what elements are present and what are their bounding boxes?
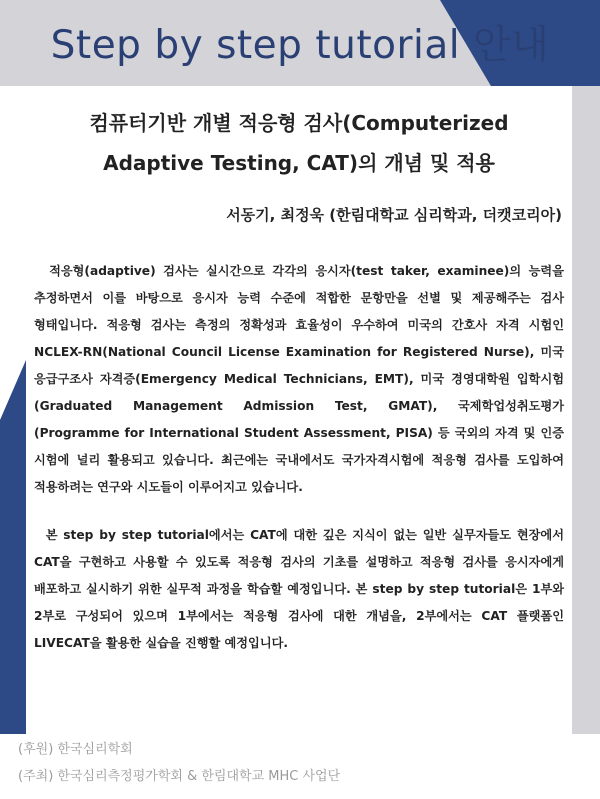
document-title-line1: 컴퓨터기반 개별 적응형 검사(Computerized [89,111,509,135]
authors: 서동기, 최정욱 (한림대학교 심리학과, 더캣코리아) [226,206,562,224]
document-title [26,103,572,183]
paragraph-intro [34,258,564,501]
banner-title: Step by step tutorial 안내 [50,23,550,68]
header-banner [0,0,600,86]
paragraph-tutorial [34,522,564,657]
document-card [26,86,572,734]
footer-sponsor: (후원) 한국심리학회 [18,742,133,757]
gray-panel-right [572,86,600,799]
paragraph-tutorial-text: 본 step by step tutorial에서는 CAT에 대한 깊은 지식이 없는 일반 실무자들도 현장에서 CAT을 구현하고 사용할 수 있도록 적응형 검사의 기초를 설명하고 적응형 검사를 응시자에게 배포하고 실시하기 위한 실무적 과정을 학습할 예정입니다. 본 step by step tutorial은 1부와 2부로 구성되어 있으며 1부에서는 적응형 검사에 대한 개념을, 2부에서는 CAT 플랫폼인 LIVECAT을 활용한 실습을 진행할 예정입니다. [34,528,564,650]
paragraph-intro-text: 적응형(adaptive) 검사는 실시간으로 각각의 응시자(test taker, examinee)의 능력을 추정하면서 이를 바탕으로 응시자 능력 수준에 적합한 문항만을 선별 및 제공해주는 검사 형태입니다. 적응형 검사는 측정의 정확성과 효율성이 우수하여 미국의 간호사 자격 시험인 NCLEX-RN(National Council License Examination for Registered Nurse), 미국 응급구조사 자격증(Emergency Medical Technicians, EMT), 미국 경영대학원 입학시험(Graduated Management Admission Test, GMAT), 국제학업성취도평가(Programme for International Student Assessment, PISA) 등 국외의 자격 및 인증 시험에 널리 활용되고 있습니다. 최근에는 국내에서도 국가자격시험에 적응형 검사를 도입하여 적용하려는 연구와 시도들이 이루어지고 있습니다. [34,264,564,494]
footer-host: (주최) 한국심리측정평가학회 & 한림대학교 MHC 사업단 [18,769,341,784]
navy-triangle-left [0,360,26,799]
document-title-line2: Adaptive Testing, CAT)의 개념 및 적용 [103,151,495,175]
